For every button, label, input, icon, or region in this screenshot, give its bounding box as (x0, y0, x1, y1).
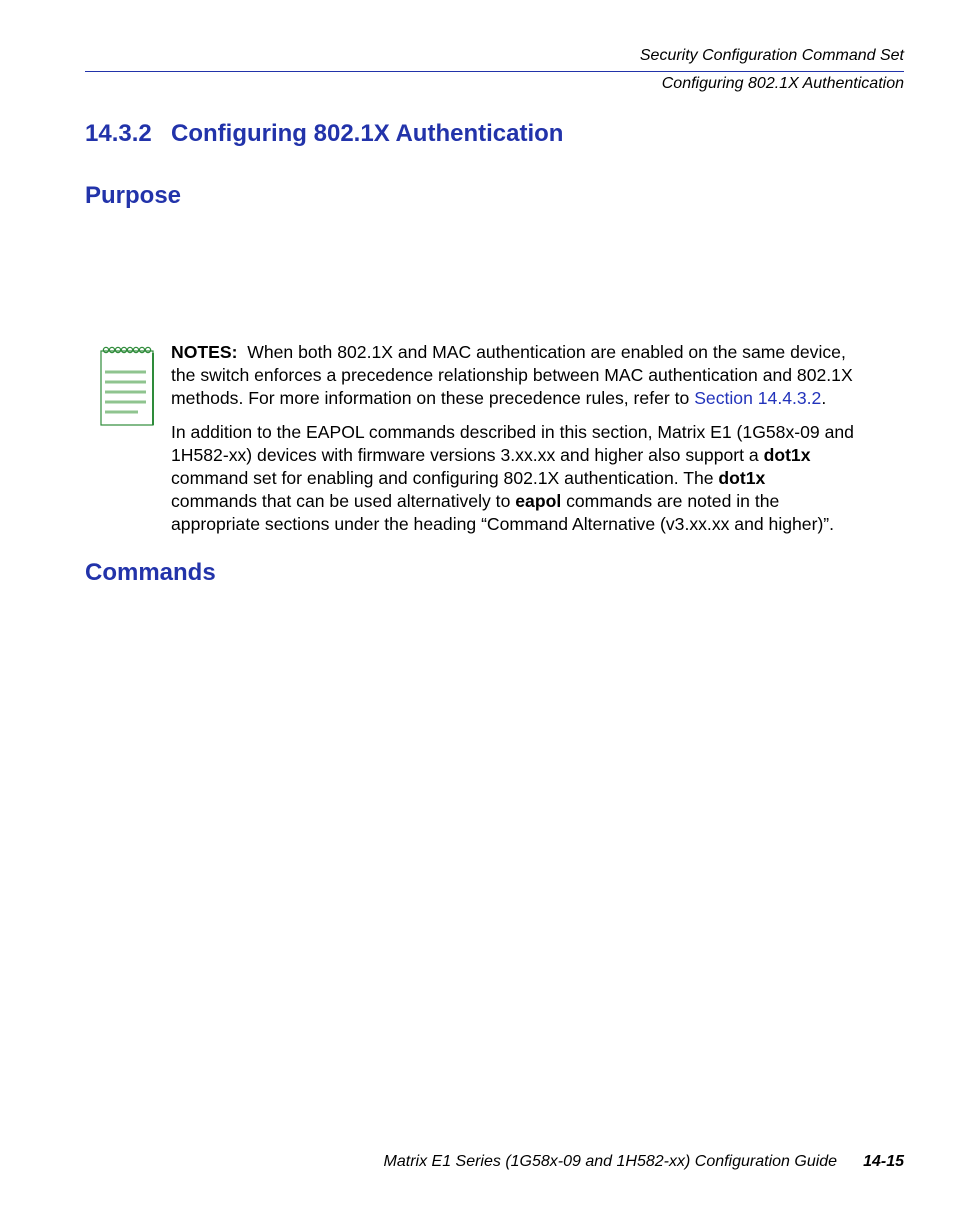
note-p2-line3: command set for enabling and configuring 802.1X authentication. The (171, 468, 719, 488)
note-label: NOTES: (171, 342, 238, 362)
page-number: 14-15 (863, 1153, 904, 1170)
section-14-4-3-2-link[interactable]: Section 14.4.3.2 (694, 388, 822, 408)
notepad-icon (100, 345, 156, 427)
note-p1-line2: the switch enforces a precedence relationship between MAC authentication and 802.1X (171, 365, 853, 385)
note-p1-line3: methods. For more information on these precedence rules, refer to (171, 388, 695, 408)
footer-guide-title: Matrix E1 Series (1G58x-09 and 1H582-xx) Configuration Guide (383, 1153, 838, 1170)
note-p2-line4: commands that can be used alternatively to (171, 491, 516, 511)
note-p2-line1: In addition to the EAPOL commands described in this section, Matrix E1 (1G58x-09 and (171, 422, 854, 442)
note-p1-line3-end: . (821, 388, 827, 408)
section-title: Configuring 802.1X Authentication (171, 120, 564, 147)
section-heading (85, 120, 563, 148)
commands-heading: Commands (85, 559, 216, 586)
section-number: 14.3.2 (85, 120, 152, 147)
eapol-keyword: eapol (515, 491, 562, 511)
note-paragraph-1 (171, 341, 906, 410)
note-p2-line2: 1H582-xx) devices with firmware versions 3.xx.xx and higher also support a (171, 445, 764, 465)
note-p2-line5: appropriate sections under the heading “Command Alternative (v3.xx.xx and higher)”. (171, 514, 835, 534)
header-rule (85, 71, 904, 72)
dot1x-keyword: dot1x (763, 445, 811, 465)
note-p1-line1: When both 802.1X and MAC authentication are enabled on the same device, (247, 342, 846, 362)
page-footer (384, 1153, 904, 1171)
dot1x-keyword-2: dot1x (718, 468, 766, 488)
note-paragraph-2 (171, 421, 906, 536)
running-header-section: Configuring 802.1X Authentication (661, 75, 904, 92)
note-p2-line4-end: commands are noted in the (561, 491, 780, 511)
running-header-chapter: Security Configuration Command Set (639, 47, 904, 64)
purpose-heading: Purpose (85, 182, 182, 209)
